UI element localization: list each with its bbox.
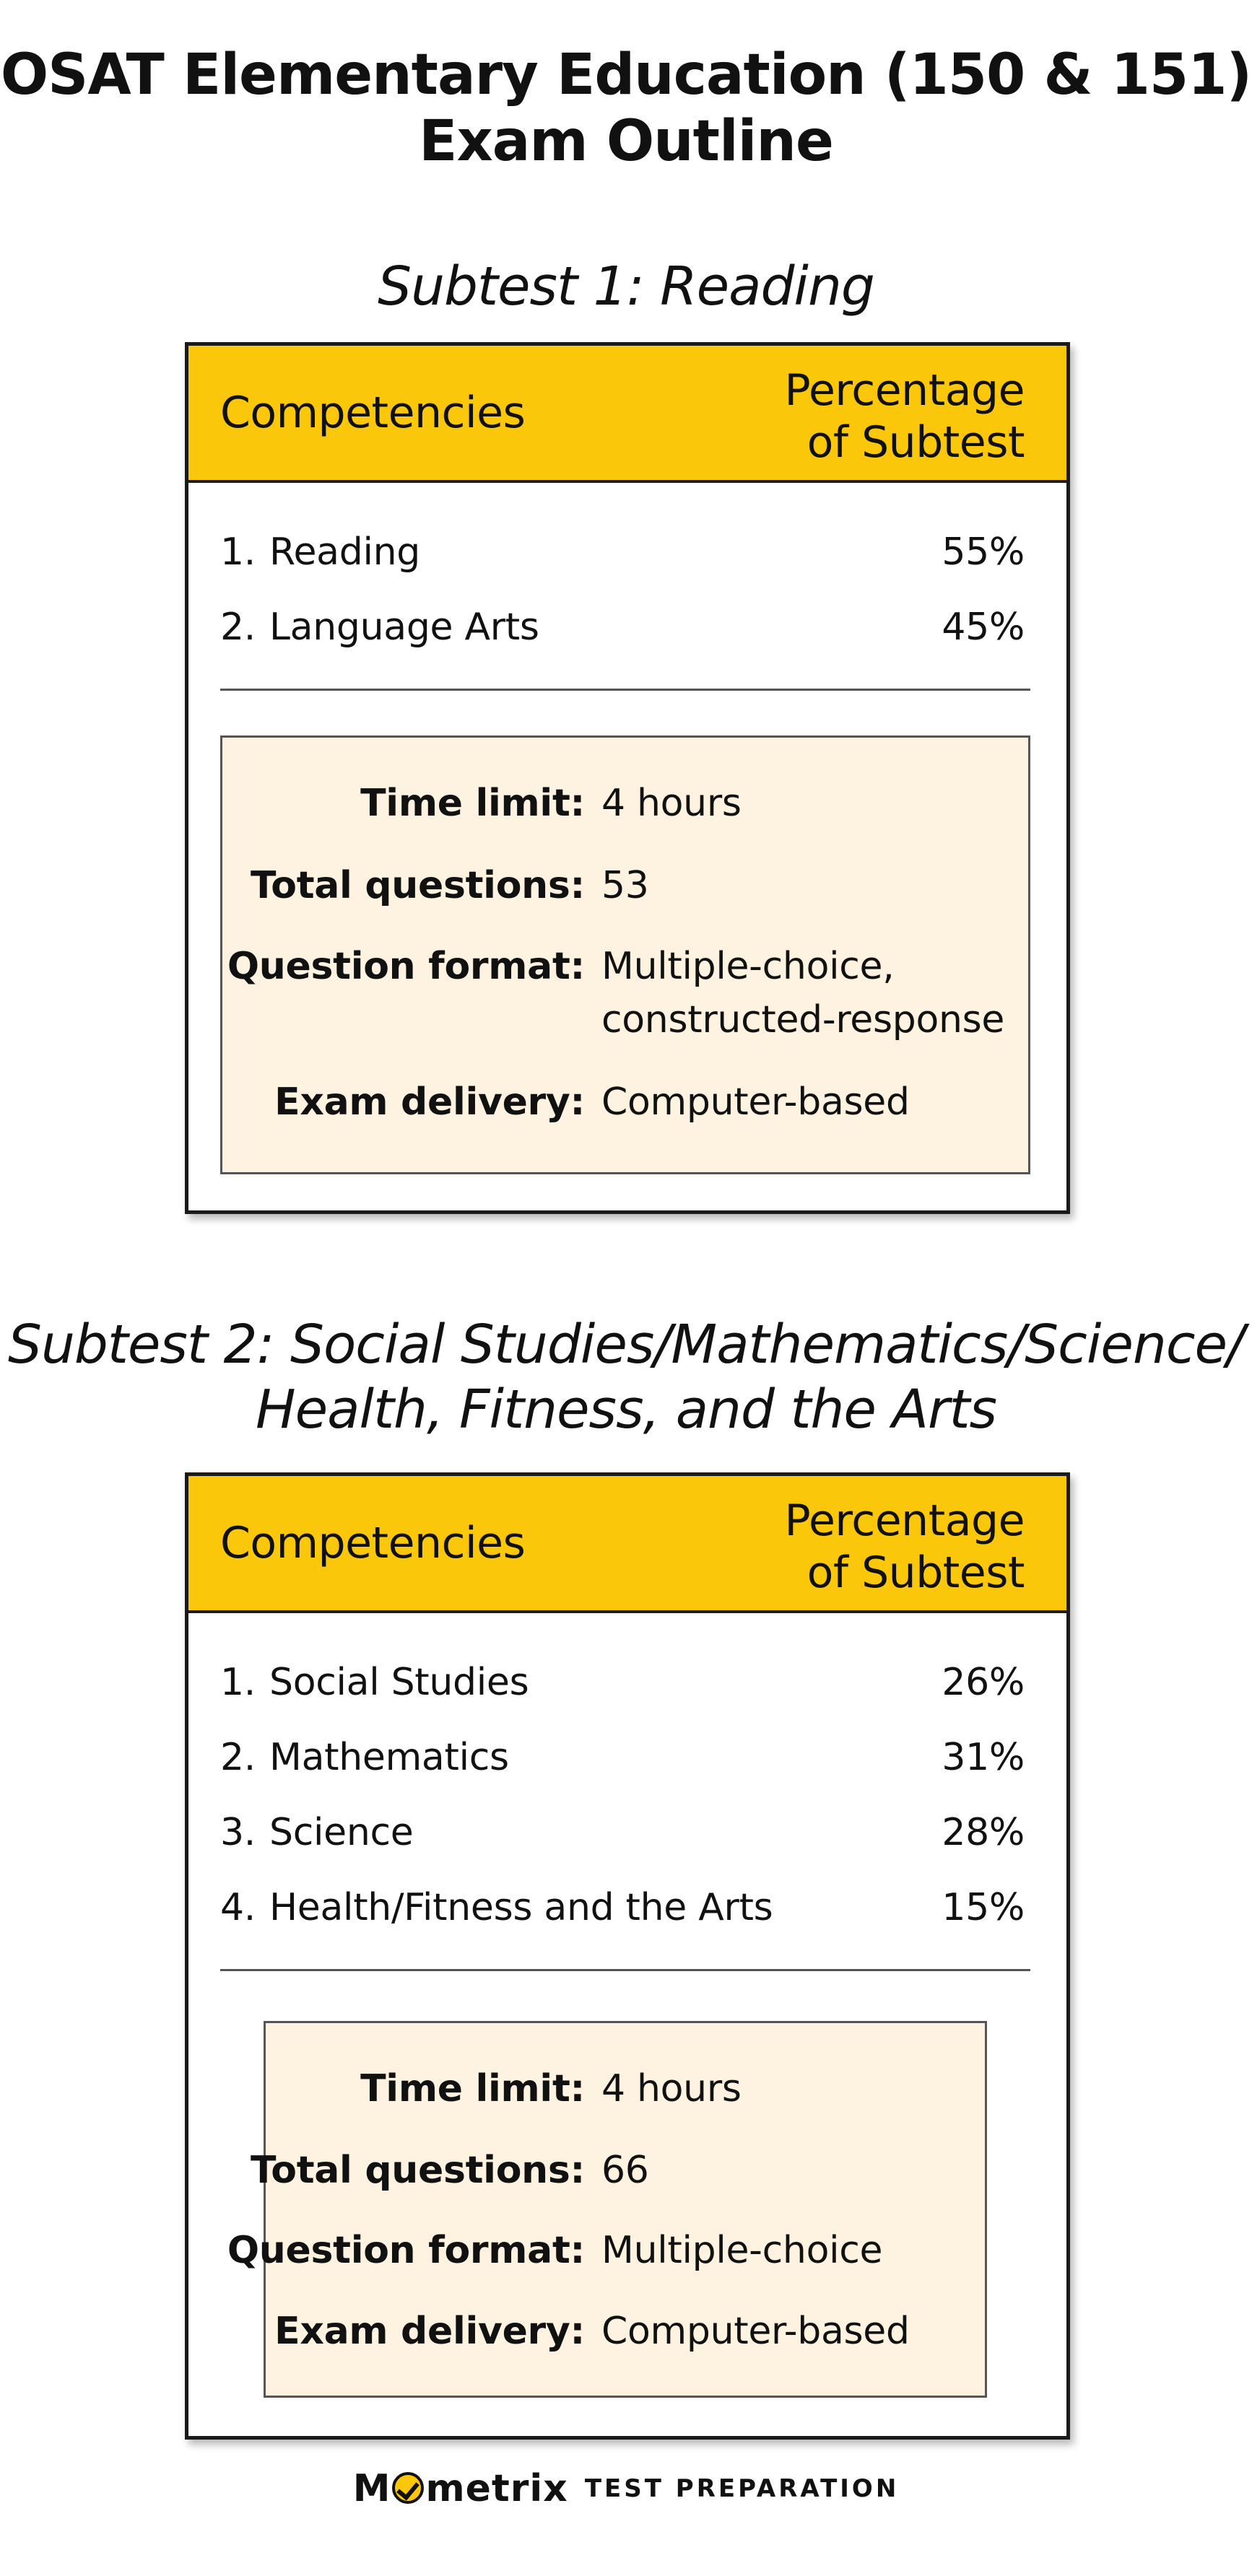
exam-delivery-value: Computer-based [601,1080,910,1124]
percentage-heading: Percentage of Subtest [784,365,1025,468]
time-limit-label: Time limit: [360,782,585,825]
competency-percent: 26% [942,1661,1025,1704]
section-divider [220,1969,1030,1971]
subtest2-title [0,1312,1252,1442]
subtest1-card [185,342,1070,1214]
subtest2-exam-info [227,2021,987,2398]
competencies-heading: Competencies [220,388,526,438]
competency-name: Science [269,1811,414,1854]
exam-delivery-value: Computer-based [601,2310,910,2353]
question-format-label: Question format: [227,2229,585,2272]
competency-number: 4. [220,1886,256,1929]
time-limit-value: 4 hours [601,782,742,825]
brand-name: M metrix [352,2467,568,2510]
question-format-value: Multiple-choice, constructed-response [601,945,1005,1042]
competency-name: Mathematics [269,1736,509,1779]
total-questions-value: 53 [601,864,649,907]
subtest1-exam-info [220,735,1030,1174]
competency-percent: 31% [942,1736,1025,1779]
total-questions-label: Total questions: [251,864,585,907]
competency-percent: 55% [942,531,1025,574]
competency-name: Social Studies [269,1661,529,1704]
percentage-heading: Percentage of Subtest [784,1496,1025,1598]
subtest1-title: Subtest 1: Reading [378,256,874,318]
competency-number: 1. [220,531,256,574]
total-questions-label: Total questions: [251,2149,585,2192]
competency-percent: 15% [942,1886,1025,1929]
competency-name: Reading [269,531,420,574]
competency-name: Health/Fitness and the Arts [269,1886,773,1929]
checkmark-circle-icon [392,2472,424,2504]
competency-row [220,1645,1025,1720]
competency-row [220,1795,1025,1870]
competency-number: 3. [220,1811,256,1854]
exam-delivery-label: Exam delivery: [274,2310,585,2353]
competency-row [220,1720,1025,1795]
total-questions-value: 66 [601,2149,649,2192]
competency-row [220,515,1025,590]
footer-logo [0,2467,1252,2518]
subtest2-competency-list [188,1613,1066,1945]
page-title-line1: OSAT Elementary Education (150 & 151) [0,43,1252,108]
competency-row [220,1870,1025,1945]
time-limit-label: Time limit: [360,2067,585,2110]
time-limit-value: 4 hours [601,2067,742,2110]
competencies-heading: Competencies [220,1518,526,1568]
competency-number: 2. [220,1736,256,1779]
subtest2-title-line2: Health, Fitness, and the Arts [255,1379,997,1441]
competency-row [220,590,1025,665]
question-format-value: Multiple-choice [601,2229,883,2272]
subtest2-card [185,1472,1070,2440]
competency-number: 2. [220,606,256,649]
subtest2-table-header [188,1476,1066,1613]
page-title [0,42,1252,175]
subtest1-competency-list [188,483,1066,665]
competency-name: Language Arts [269,606,539,649]
competency-percent: 28% [942,1811,1025,1854]
competency-percent: 45% [942,606,1025,649]
page-title-line2: Exam Outline [419,109,833,174]
question-format-label: Question format: [227,945,585,988]
subtest2-title-line1: Subtest 2: Social Studies/Mathematics/Science/ [8,1314,1244,1376]
competency-number: 1. [220,1661,256,1704]
section-divider [220,689,1030,691]
subtest1-table-header [188,346,1066,483]
exam-delivery-label: Exam delivery: [274,1080,585,1124]
brand-tagline: TEST PREPARATION [584,2474,900,2503]
